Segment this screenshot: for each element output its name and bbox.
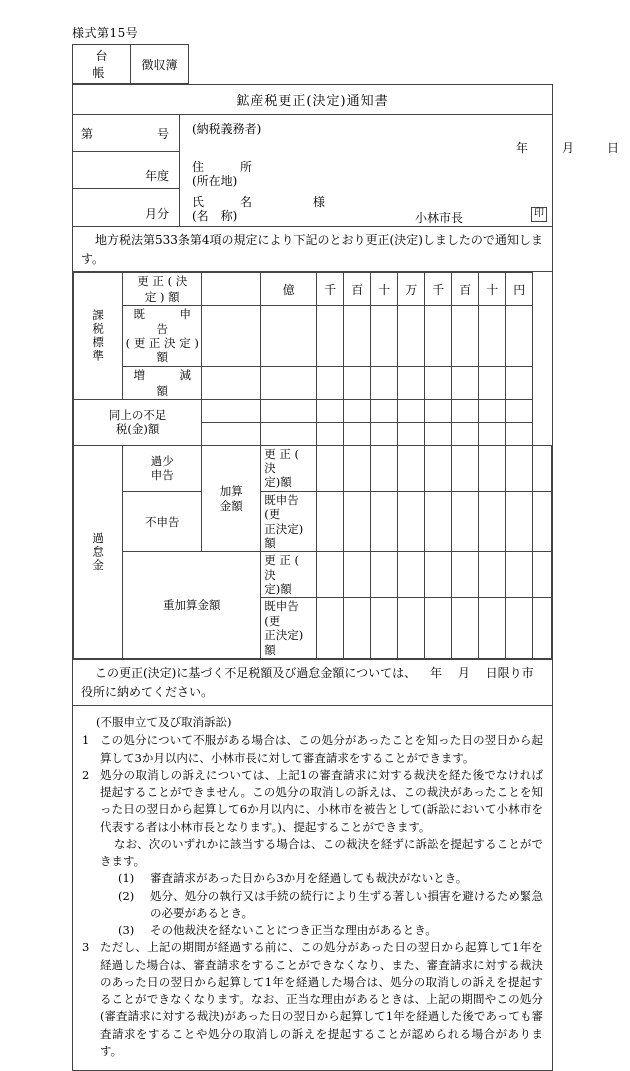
table-row-penalty-1 (74, 445, 552, 491)
cell-hyaku-1[interactable] (344, 366, 371, 399)
label-line-2: 申告 (150, 468, 174, 483)
appeal-item-number: 1 (82, 733, 90, 748)
appeal-item-text: 処分の取消しの訴えについては、上記1の審査請求に対する裁決を経た後でなければ提起することができません。この処分の取消しの訴えは、この裁決があったことを知った日の翌日から起算して6か月以内に、小林市を被告として(訴訟において小林市を代表する者は小林市長となります。)、提起することができます。 (100, 767, 543, 834)
cell-ju-1[interactable] (398, 491, 425, 552)
cell-man[interactable] (398, 306, 425, 367)
cell-en[interactable] (506, 399, 533, 422)
cell-hyaku-1[interactable] (344, 422, 371, 445)
penalty-group-additional (202, 445, 261, 552)
cell-oku[interactable] (261, 399, 317, 422)
cell-sen-2[interactable] (452, 491, 479, 552)
seal-icon: 印 (531, 207, 547, 222)
label-line-2: ( 更 正 決 定 ) 額 (125, 335, 199, 365)
appeal-subitem-1 (118, 870, 543, 887)
form-number: 様式第15号 (72, 26, 139, 40)
payment-note-part1: この更正(決定)に基づく不足税額及び過怠金額については、 (95, 665, 417, 680)
appeal-subitem-text: その他裁決を経ないことにつき正当な理由があるとき。 (150, 923, 437, 938)
appeal-subitem-text: 処分、処分の執行又は手続の続行により生ずる著しい損害を避けるため緊急の必要があるとき。 (150, 888, 543, 920)
appeal-item-number: 3 (82, 940, 90, 955)
cell-hyaku-1[interactable] (371, 598, 398, 659)
cell-en[interactable] (506, 366, 533, 399)
cell-ju-1[interactable] (398, 445, 425, 491)
appeal-subitem-number: (2) (118, 888, 135, 903)
label-line-2: 定)額 (264, 582, 292, 597)
cell-sen-1[interactable] (344, 598, 371, 659)
payment-note-part2: 所に納めてください。 (93, 684, 214, 699)
cell-en[interactable] (506, 306, 533, 367)
cell-hyaku-1[interactable] (344, 306, 371, 367)
name-label: 氏 名 (192, 195, 253, 209)
legal-notice-text: 地方税法第533条第4項の規定により下記のとおり更正(決定)しましたので通知します。 (81, 233, 543, 266)
label-line-1: 加算 (219, 484, 243, 499)
label-text: 増 減 額 (133, 367, 226, 398)
appeal-heading: (不服申立て及び取消訴訟) (96, 715, 232, 730)
cell-hyaku-2[interactable] (452, 422, 479, 445)
table-row-penalty-3 (74, 552, 552, 598)
penalty-label: 過怠金 (74, 445, 123, 658)
cell-ju-1[interactable] (398, 552, 425, 598)
cell-oku[interactable] (261, 306, 317, 367)
table-row-correction (74, 273, 552, 306)
label-line-1: 既申告(更 (264, 599, 299, 628)
appeal-item-1 (82, 732, 543, 767)
cell-hyaku-2[interactable] (479, 491, 506, 552)
honorific: 様 (313, 195, 326, 209)
main-frame (72, 84, 620, 1071)
label-line-2: 正決定)額 (264, 521, 304, 550)
cell-ju-1[interactable] (371, 399, 398, 422)
table-row-declared (74, 306, 552, 367)
cell-hyaku-2[interactable] (452, 306, 479, 367)
label-line-1: 更 正 ( 決 (264, 446, 300, 476)
page-title: 鉱産税更正(決定)通知書 (73, 85, 552, 115)
cell-man[interactable] (425, 598, 452, 659)
cell-ju-1[interactable] (371, 422, 398, 445)
cell-ju-2[interactable] (506, 598, 533, 659)
cell-sen-2[interactable] (452, 445, 479, 491)
label-text: 更 正 ( 決 定 ) 額 (137, 274, 188, 305)
cell-sen-1[interactable] (317, 306, 344, 367)
unit-oku: 億 (261, 273, 317, 306)
ledger-boxes (72, 44, 189, 84)
cell-hyaku-1[interactable] (371, 445, 398, 491)
appeal-subitem-2 (118, 888, 543, 923)
cell-blank[interactable] (202, 399, 261, 422)
cell-ju-1[interactable] (371, 306, 398, 367)
issuer-name: 小林市長 (415, 211, 464, 225)
row-label-correction (123, 273, 202, 306)
cell-sen-2[interactable] (452, 552, 479, 598)
label-line-1: 既申告(更 (264, 492, 299, 522)
cell-man[interactable] (398, 399, 425, 422)
cell-oku[interactable] (317, 552, 344, 598)
appeal-section (73, 706, 552, 1070)
number-prefix: 第 (81, 126, 94, 141)
date-year: 年 (516, 141, 529, 155)
addressee-block (73, 115, 620, 227)
cell-ju-2[interactable] (479, 399, 506, 422)
cell-en[interactable] (533, 552, 552, 598)
date-month: 月 (562, 141, 575, 155)
cell-ju-2[interactable] (479, 306, 506, 367)
cell-ju-2[interactable] (479, 422, 506, 445)
row-label-difference (123, 366, 226, 399)
appeal-item-2 (82, 767, 543, 940)
cell-sen-1[interactable] (344, 445, 371, 491)
label-line-2: 正決定)額 (264, 628, 304, 657)
cell-ju-1[interactable] (371, 366, 398, 399)
cell-ju-1[interactable] (398, 598, 425, 659)
cell-man[interactable] (398, 366, 425, 399)
penalty-heavy-amount-correction (261, 552, 317, 598)
name-sub-label: (名 称) (192, 209, 238, 223)
cell-ju-2[interactable] (479, 366, 506, 399)
label-line-1: 既 申 告 (133, 307, 226, 336)
amount-table (73, 272, 552, 659)
cell-en[interactable] (533, 598, 552, 659)
taxpayer-label: (納税義務者) (192, 122, 262, 136)
cell-man[interactable] (425, 445, 452, 491)
tax-base-label: 課税標準 (74, 273, 123, 400)
cell-sen-2[interactable] (452, 598, 479, 659)
cell-ju-2[interactable] (506, 552, 533, 598)
cell-sen-1[interactable] (317, 399, 344, 422)
cell-sen-2[interactable] (425, 399, 452, 422)
cell-sen-1[interactable] (317, 366, 344, 399)
cell-oku[interactable] (317, 445, 344, 491)
row-label-shortfall (74, 399, 202, 445)
date-day: 日 (607, 141, 620, 155)
cell-hyaku-2[interactable] (479, 445, 506, 491)
number-field (73, 115, 179, 152)
cell-oku[interactable] (261, 366, 317, 399)
cell-sen-1[interactable] (344, 491, 371, 552)
payment-year: 年 (429, 665, 442, 680)
unit-sen-2: 千 (425, 273, 452, 306)
payment-day: 日限り市役 (81, 665, 534, 699)
appeal-item-text: この処分について不服がある場合は、この処分があったことを知った日の翌日から起算して3か月以内に、小林市長に対して審査請求をすることができます。 (100, 733, 543, 765)
cell-sen-2[interactable] (425, 306, 452, 367)
label-line-2: 税(金)額 (115, 422, 160, 437)
cell-blank[interactable] (202, 422, 261, 445)
penalty-amount-correction (261, 445, 317, 491)
ledger-cell-daicho: 台 帳 (73, 45, 131, 84)
cell-hyaku-2[interactable] (479, 598, 506, 659)
appeal-subitem-number: (1) (118, 871, 135, 886)
unit-ju-1: 十 (371, 273, 398, 306)
penalty-amount-declared (261, 491, 317, 552)
unit-man: 万 (398, 273, 425, 306)
cell-ju-2[interactable] (506, 445, 533, 491)
table-row-penalty-2 (74, 491, 552, 552)
unit-sen-1: 千 (317, 273, 344, 306)
appeal-item-continuation: なお、次のいずれかに該当する場合は、この裁決を経ずに訴訟を提起することができます。 (100, 836, 543, 869)
penalty-type-understated (123, 445, 202, 491)
cell-en[interactable] (533, 491, 552, 552)
cell-man[interactable] (425, 491, 452, 552)
cell-hyaku-2[interactable] (479, 552, 506, 598)
payment-note (73, 659, 552, 706)
cell-sen-1[interactable] (344, 552, 371, 598)
unit-en: 円 (506, 273, 533, 306)
cell-hyaku-1[interactable] (344, 399, 371, 422)
addressee-right-column (180, 115, 620, 226)
month-field: 月分 (144, 207, 169, 221)
table-row-shortfall-a (74, 399, 552, 422)
penalty-heavy-amount-declared (261, 598, 317, 659)
fiscal-year-field: 年度 (73, 152, 179, 189)
cell-man[interactable] (425, 552, 452, 598)
cell-hyaku-1[interactable] (371, 491, 398, 552)
cell-oku[interactable] (317, 491, 344, 552)
penalty-type-nonfiling (123, 491, 202, 552)
address-label: 住 所 (192, 160, 253, 174)
label-text: 不申告 (145, 514, 180, 529)
cell-man[interactable] (398, 422, 425, 445)
ledger-cell-choshubo: 徴収簿 (131, 45, 189, 84)
label-line-1: 更 正 ( 決 (264, 553, 300, 582)
label-line-2: 金額 (219, 498, 243, 513)
label-line-2: 定)額 (264, 475, 292, 490)
unit-hyaku-2: 百 (452, 273, 479, 306)
cell-hyaku-1[interactable] (371, 552, 398, 598)
appeal-item-3 (82, 939, 543, 1060)
cell-en[interactable] (533, 445, 552, 491)
address-sub-label: (所在地) (192, 174, 238, 188)
row-label-declared (123, 306, 226, 367)
cell-oku[interactable] (317, 598, 344, 659)
cell-hyaku-2[interactable] (452, 399, 479, 422)
appeal-item-text: ただし、上記の期間が経過する前に、この処分があった日の翌日から起算して1年を経過した場合は、審査請求をすることができなくなり、また、審査請求に対する裁決のあった日の翌日から起算して1年を経過した場合は、処分の取消しの訴えを提起することができなくなります。なお、正当な理由があるときは、上記の期間やこの処分(審査請求に対する裁決)があった日の翌日から起算して1年を経過した後であっても審査請求をすることや処分の取消しの訴えを提起することが認められる場合があります。 (100, 940, 543, 1058)
table-row-difference (74, 366, 552, 399)
payment-month: 月 (457, 665, 470, 680)
cell-sen-2[interactable] (425, 366, 452, 399)
cell-sen-2[interactable] (425, 422, 452, 445)
cell-hyaku-2[interactable] (452, 366, 479, 399)
addressee-left-column (73, 115, 180, 226)
unit-hyaku-1: 百 (344, 273, 371, 306)
cell-oku[interactable] (261, 422, 317, 445)
cell-ju-2[interactable] (506, 491, 533, 552)
appeal-subitem-3 (118, 922, 543, 939)
appeal-item-number: 2 (82, 767, 90, 782)
legal-notice (73, 227, 552, 272)
label-line-1: 同上の不足 (108, 407, 167, 422)
unit-ju-2: 十 (479, 273, 506, 306)
cell-en[interactable] (506, 422, 533, 445)
label-text: 重加算金額 (163, 598, 221, 613)
cell-blank[interactable] (202, 273, 261, 306)
number-suffix: 号 (156, 126, 169, 141)
appeal-subitem-number: (3) (118, 923, 135, 938)
penalty-group-heavy (123, 552, 261, 659)
appeal-subitem-text: 審査請求があった日から3か月を経過しても裁決がないとき。 (150, 871, 468, 886)
label-line-1: 過少 (150, 453, 174, 468)
cell-sen-1[interactable] (317, 422, 344, 445)
